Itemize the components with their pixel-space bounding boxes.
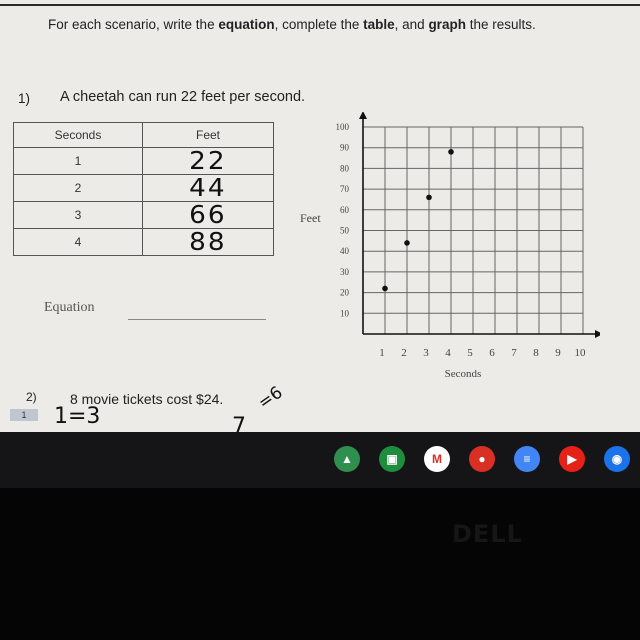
instructions-text: , complete the	[274, 17, 364, 32]
x-tick-label: 6	[489, 347, 495, 359]
y-tick-label: 20	[340, 287, 349, 298]
y-tick-label: 10	[340, 308, 349, 319]
instructions-bold-table: table	[363, 17, 395, 32]
handwritten-answer: 44	[189, 173, 227, 202]
seconds-feet-table	[13, 122, 274, 256]
chrome-icon[interactable]: ●	[469, 446, 495, 472]
feet-cell[interactable]	[143, 229, 274, 256]
table-row	[14, 175, 274, 202]
instructions-text: For each scenario, write the	[48, 17, 219, 32]
y-tick-label: 30	[340, 266, 349, 277]
x-tick-label: 10	[574, 347, 586, 359]
question-1-number: 1)	[18, 91, 31, 106]
data-point	[382, 286, 388, 292]
y-tick-label: 90	[340, 142, 349, 153]
seconds-cell: 3	[14, 202, 143, 229]
handwritten-answer: 88	[189, 227, 227, 256]
feet-cell[interactable]	[143, 175, 274, 202]
y-tick-label: 40	[340, 246, 349, 257]
graph-grid	[363, 127, 583, 334]
y-tick-label: 50	[340, 225, 349, 236]
y-tick-label: 80	[340, 163, 349, 174]
question-2-number: 2)	[26, 390, 37, 404]
equation-answer-line[interactable]	[128, 319, 266, 320]
drive-icon[interactable]: ▲	[334, 446, 360, 472]
handwritten-answer: 22	[189, 146, 227, 175]
y-axis-arrow-icon	[359, 112, 367, 119]
laptop-bezel	[0, 488, 640, 640]
x-tick-label: 8	[533, 347, 539, 359]
seconds-cell: 2	[14, 175, 143, 202]
seconds-cell: 1	[14, 148, 143, 175]
feet-vs-seconds-graph[interactable]	[290, 112, 600, 387]
cut-off-title	[0, 0, 640, 6]
equation-label: Equation	[44, 300, 95, 315]
instructions-text: , and	[394, 17, 429, 32]
feet-cell[interactable]	[143, 202, 274, 229]
data-point	[404, 240, 410, 246]
graph-tick-labels	[336, 122, 587, 359]
classroom-icon[interactable]: ▣	[379, 446, 405, 472]
x-axis-label: Seconds	[444, 368, 482, 380]
youtube-icon[interactable]: ▶	[559, 446, 585, 472]
handwritten-mark: 7	[232, 414, 246, 432]
graph-axes	[359, 112, 600, 338]
docs-icon[interactable]: ≡	[514, 446, 540, 472]
handwritten-answer: 66	[189, 200, 227, 229]
table-row	[14, 148, 274, 175]
table-row	[14, 202, 274, 229]
table-header-row	[14, 123, 274, 148]
x-axis-arrow-icon	[595, 330, 600, 338]
instructions-bold-graph: graph	[428, 17, 466, 32]
table-2-first-row-chip: 1	[10, 409, 38, 421]
seconds-cell: 4	[14, 229, 143, 256]
question-2-text: 8 movie tickets cost $24.	[70, 391, 224, 407]
header-feet: Feet	[143, 123, 274, 148]
instructions-bold-equation: equation	[218, 17, 275, 32]
graph-points	[382, 149, 454, 291]
y-axis-label: Feet	[300, 211, 321, 225]
dell-logo: DELL	[452, 520, 523, 548]
gmail-icon[interactable]: M	[424, 446, 450, 472]
instructions	[48, 17, 536, 32]
table-row	[14, 229, 274, 256]
x-tick-label: 2	[401, 347, 407, 359]
x-tick-label: 4	[445, 347, 451, 359]
camera-icon[interactable]: ◉	[604, 446, 630, 472]
taskbar	[0, 432, 640, 488]
x-tick-label: 5	[467, 347, 473, 359]
handwritten-note-1: 1=3	[54, 404, 101, 429]
y-tick-label: 100	[335, 122, 349, 132]
question-1-text: A cheetah can run 22 feet per second.	[60, 89, 306, 105]
x-tick-label: 7	[511, 347, 517, 359]
data-point	[448, 149, 454, 155]
x-tick-label: 9	[555, 347, 561, 359]
x-tick-label: 3	[423, 347, 429, 359]
feet-cell[interactable]	[143, 148, 274, 175]
x-tick-label: 1	[379, 347, 385, 359]
y-tick-label: 70	[340, 184, 349, 195]
instructions-text: the results.	[465, 17, 536, 32]
data-point	[426, 195, 432, 201]
header-seconds: Seconds	[14, 123, 143, 148]
y-tick-label: 60	[340, 204, 349, 215]
handwritten-note-2: =6	[254, 382, 287, 414]
